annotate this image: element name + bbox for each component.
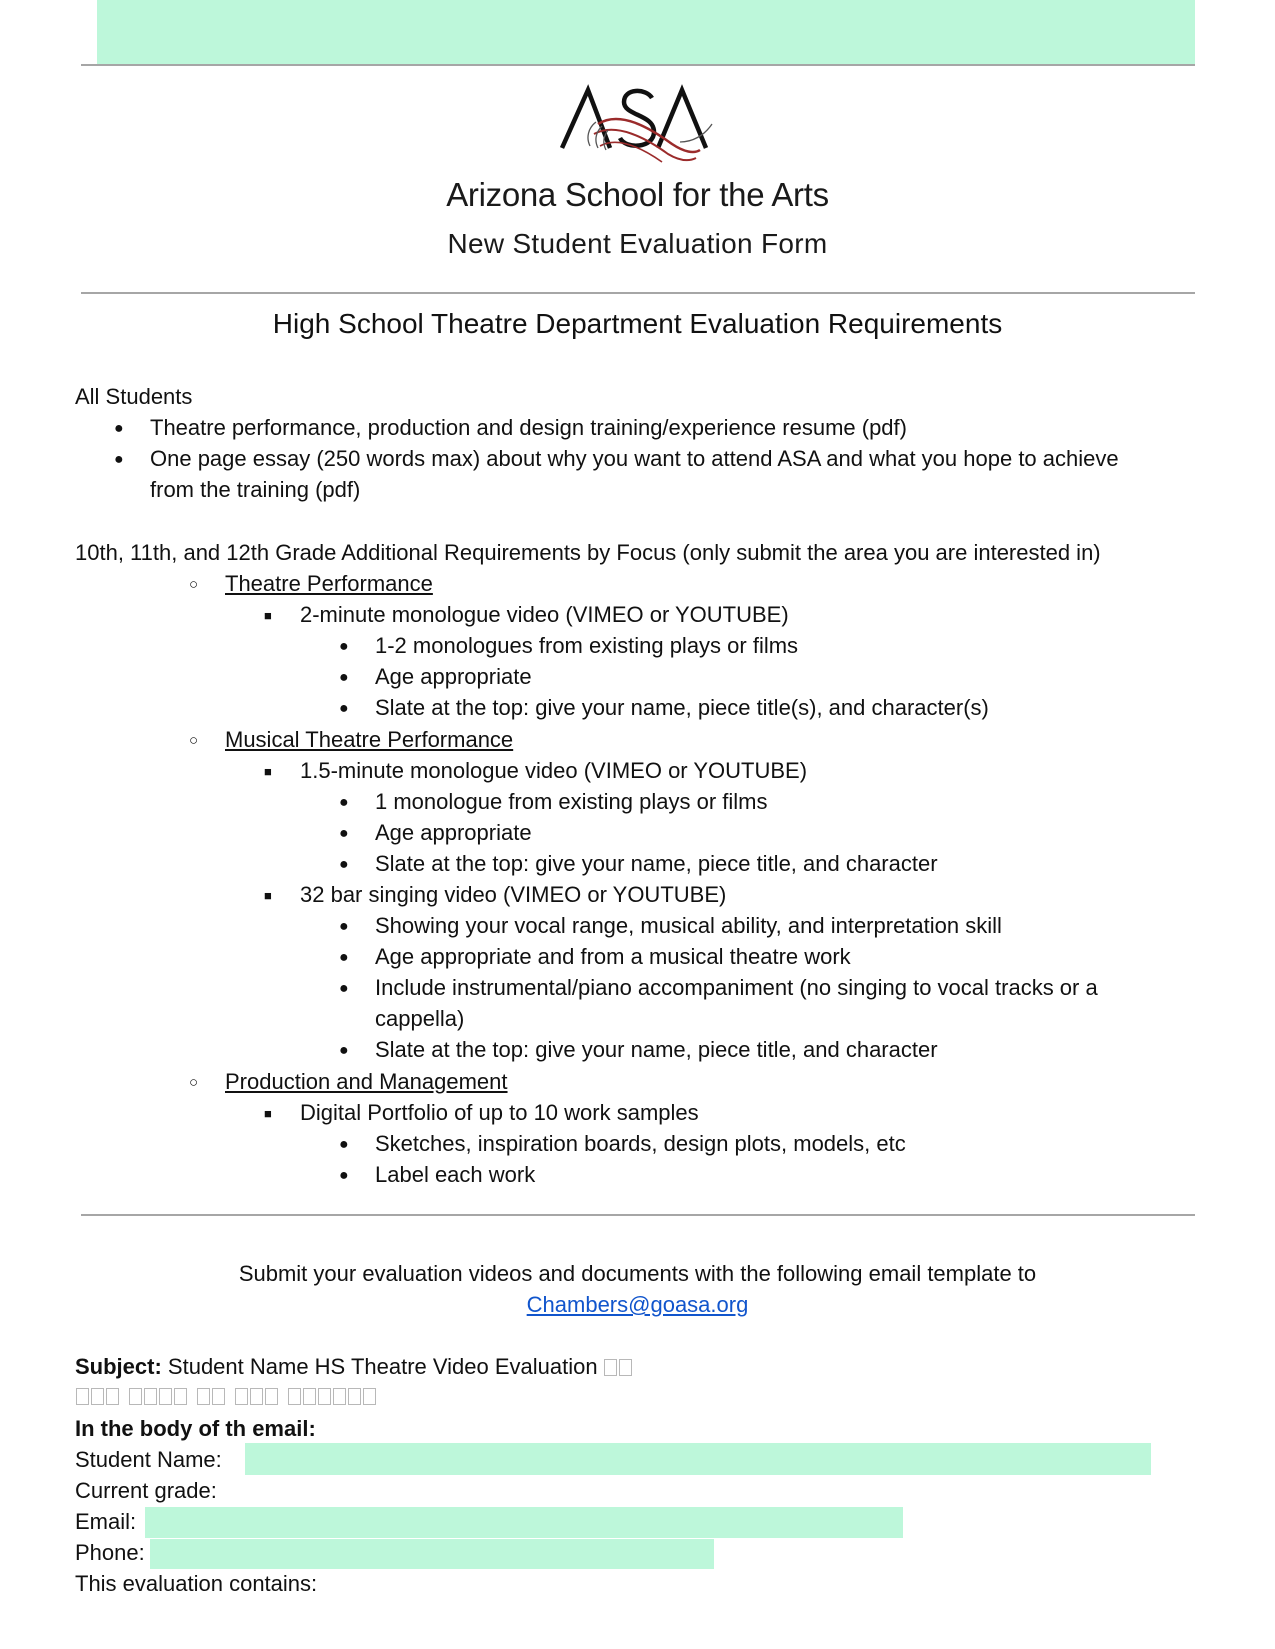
bullet-disc-icon: ● — [339, 980, 349, 997]
section-divider — [81, 292, 1195, 294]
evaluation-contains-label: This evaluation contains: — [75, 1571, 318, 1596]
detail-item: Slate at the top: give your name, piece title(s), and character(s) — [375, 695, 989, 720]
detail-item: Age appropriate — [375, 664, 532, 689]
submission-email-row — [0, 1289, 1275, 1320]
detail-item: Showing your vocal range, musical ability, and interpretation skill — [375, 913, 1002, 938]
requirement-item: 1.5-minute monologue video (VIMEO or YOUTUBE) — [300, 758, 808, 783]
bullet-circle-icon: ○ — [189, 732, 199, 749]
current-grade-label: Current grade: — [75, 1478, 217, 1503]
bullet-disc-icon: ● — [114, 451, 124, 468]
form-title: New Student Evaluation Form — [447, 228, 828, 259]
focus-title-musical-theatre: Musical Theatre Performance — [225, 727, 514, 752]
bullet-disc-icon: ● — [339, 1042, 349, 1059]
detail-item-continuation: cappella) — [375, 1006, 465, 1031]
top-highlight-band — [97, 0, 1195, 64]
detail-item: Slate at the top: give your name, piece title, and character — [375, 851, 938, 876]
bullet-square-icon: ■ — [264, 888, 272, 903]
bullet-square-icon: ■ — [264, 764, 272, 779]
focus-title-production-management: Production and Management — [225, 1069, 508, 1094]
header-divider — [81, 64, 1195, 66]
department-title: High School Theatre Department Evaluation Requirements — [272, 308, 1003, 339]
section-divider — [81, 1214, 1195, 1216]
bullet-disc-icon: ● — [339, 856, 349, 873]
subject-label: Subject: — [75, 1354, 162, 1379]
bullet-disc-icon: ● — [339, 669, 349, 686]
asa-logo-icon — [560, 84, 720, 166]
subject-line — [75, 1351, 634, 1382]
email-label: Email: — [75, 1509, 137, 1534]
unrendered-glyphs — [604, 1354, 634, 1379]
bullet-disc-icon: ● — [114, 420, 124, 437]
bullet-disc-icon: ● — [339, 700, 349, 717]
student-name-label: Student Name: — [75, 1447, 222, 1472]
bullet-disc-icon: ● — [339, 638, 349, 655]
list-item-continuation: from the training (pdf) — [150, 477, 361, 502]
bullet-disc-icon: ● — [339, 825, 349, 842]
bullet-disc-icon: ● — [339, 1136, 349, 1153]
focus-title-theatre-performance: Theatre Performance — [225, 571, 433, 596]
phone-label: Phone: — [75, 1540, 145, 1565]
subject-value: Student Name HS Theatre Video Evaluation — [167, 1354, 598, 1379]
email-body-heading: In the body of th email: — [75, 1416, 316, 1441]
phone-field[interactable] — [150, 1539, 714, 1569]
list-item: One page essay (250 words max) about why you want to attend ASA and what you hope to achieve — [150, 446, 1119, 471]
student-name-field[interactable] — [245, 1443, 1151, 1475]
bullet-disc-icon: ● — [339, 949, 349, 966]
bullet-circle-icon: ○ — [189, 576, 199, 593]
bullet-disc-icon: ● — [339, 918, 349, 935]
bullet-disc-icon: ● — [339, 794, 349, 811]
email-field[interactable] — [145, 1507, 903, 1538]
bullet-disc-icon: ● — [339, 1167, 349, 1184]
detail-item: 1-2 monologues from existing plays or films — [375, 633, 799, 658]
detail-item: Age appropriate and from a musical theatre work — [375, 944, 851, 969]
all-students-heading: All Students — [75, 384, 193, 409]
requirement-item: 32 bar singing video (VIMEO or YOUTUBE) — [300, 882, 727, 907]
detail-item: 1 monologue from existing plays or films — [375, 789, 768, 814]
submission-instruction: Submit your evaluation videos and documents with the following email template to — [238, 1261, 1037, 1286]
school-name: Arizona School for the Arts — [446, 176, 829, 213]
asa-logo — [560, 84, 720, 166]
detail-item: Slate at the top: give your name, piece title, and character — [375, 1037, 938, 1062]
detail-item: Include instrumental/piano accompaniment (no singing to vocal tracks or a — [375, 975, 1098, 1000]
bullet-square-icon: ■ — [264, 1106, 272, 1121]
bullet-square-icon: ■ — [264, 608, 272, 623]
requirement-item: Digital Portfolio of up to 10 work samples — [300, 1100, 699, 1125]
bullet-circle-icon: ○ — [189, 1074, 199, 1091]
detail-item: Label each work — [375, 1162, 536, 1187]
detail-item: Age appropriate — [375, 820, 532, 845]
requirement-item: 2-minute monologue video (VIMEO or YOUTUBE) — [300, 602, 789, 627]
detail-item: Sketches, inspiration boards, design plots, models, etc — [375, 1131, 906, 1156]
grade-requirements-heading: 10th, 11th, and 12th Grade Additional Requirements by Focus (only submit the area you are interested in) — [75, 540, 1101, 565]
submission-email-link[interactable]: Chambers@goasa.org — [526, 1292, 749, 1317]
list-item: Theatre performance, production and design training/experience resume (pdf) — [150, 415, 907, 440]
unrendered-glyph-line — [76, 1388, 378, 1410]
